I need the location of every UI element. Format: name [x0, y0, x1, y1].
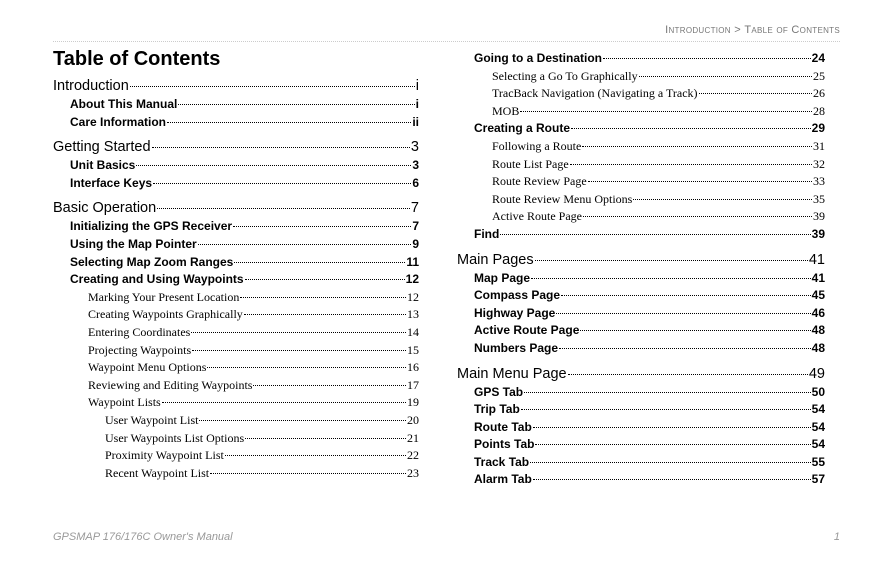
toc-entry-title: Introduction: [53, 78, 129, 94]
toc-entry-level3[interactable]: [53, 394, 419, 412]
toc-entry-page: 54: [811, 402, 825, 417]
toc-entry-title: Basic Operation: [53, 200, 157, 217]
toc-entry-title: User Waypoint List: [105, 412, 199, 427]
toc-entry-level3[interactable]: [457, 191, 825, 209]
toc-entry-page: 12: [407, 289, 419, 304]
toc-entry-title: Selecting Map Zoom Ranges: [70, 254, 234, 269]
toc-entry-level3[interactable]: [53, 306, 419, 324]
dot-leader: [233, 226, 411, 227]
dot-leader: [633, 199, 812, 200]
dot-leader: [580, 330, 810, 331]
toc-entry-page: 54: [811, 437, 825, 452]
toc-entry-title: Route Review Menu Options: [492, 191, 633, 206]
toc-entry-page: 49: [808, 365, 825, 382]
dot-leader: [570, 164, 812, 165]
toc-entry-title: Main Pages: [457, 251, 534, 268]
page-title: Table of Contents: [53, 48, 221, 70]
toc-entry-page: 31: [813, 138, 825, 153]
toc-entry-page: 48: [811, 323, 825, 338]
dot-leader: [162, 402, 406, 403]
toc-entry-level3[interactable]: [457, 68, 825, 86]
toc-entry-title: Points Tab: [474, 437, 535, 452]
toc-entry-level4[interactable]: [53, 465, 419, 483]
footer-manual-title: GPSMAP 176/176C Owner's Manual: [53, 531, 233, 543]
toc-entry-page: 26: [813, 86, 825, 101]
toc-entry-page: 13: [407, 307, 419, 322]
toc-entry-page: 9: [412, 236, 419, 251]
dot-leader: [207, 367, 406, 368]
toc-entry-level1[interactable]: [53, 198, 419, 218]
toc-entry-level4[interactable]: [53, 412, 419, 430]
toc-entry-level2[interactable]: [53, 236, 419, 254]
toc-entry-title: Active Route Page: [492, 209, 582, 224]
toc-entry-page: 3: [410, 139, 419, 156]
dot-leader: [500, 234, 810, 235]
toc-entry-title: TracBack Navigation (Navigating a Track): [492, 86, 698, 101]
toc-entry-title: Creating a Route: [474, 121, 571, 136]
dot-leader: [583, 216, 812, 217]
toc-entry-page: 6: [412, 175, 419, 190]
toc-entry-level2[interactable]: [53, 114, 419, 132]
dot-leader: [225, 455, 406, 456]
toc-left-column: [53, 76, 419, 482]
dot-leader: [559, 348, 811, 349]
toc-entry-page: 41: [811, 270, 825, 285]
toc-entry-title: Projecting Waypoints: [88, 342, 192, 357]
dot-leader: [571, 128, 811, 129]
toc-entry-page: 45: [811, 288, 825, 303]
footer-page-number: 1: [833, 531, 840, 543]
dot-leader: [639, 76, 812, 77]
toc-entry-page: 28: [813, 103, 825, 118]
dot-leader: [136, 165, 411, 166]
header-separator: >: [730, 24, 745, 36]
toc-entry-title: Selecting a Go To Graphically: [492, 68, 638, 83]
toc-entry-title: Waypoint Lists: [88, 395, 161, 410]
toc-entry-level3[interactable]: [53, 377, 419, 395]
toc-entry-level3[interactable]: [53, 324, 419, 342]
dot-leader: [530, 462, 811, 463]
toc-entry-level2[interactable]: [457, 454, 825, 472]
toc-entry-title: Active Route Page: [474, 323, 580, 338]
dot-leader: [192, 350, 406, 351]
toc-entry-page: 16: [407, 360, 419, 375]
toc-entry-page: 48: [811, 340, 825, 355]
dot-leader: [157, 208, 410, 209]
toc-entry-page: 19: [407, 395, 419, 410]
toc-entry-page: 35: [813, 191, 825, 206]
toc-entry-title: Going to a Destination: [474, 51, 602, 65]
toc-entry-page: 32: [813, 156, 825, 171]
toc-entry-level2[interactable]: [457, 120, 825, 138]
toc-entry-title: Proximity Waypoint List: [105, 448, 224, 463]
toc-entry-level3[interactable]: [457, 138, 825, 156]
toc-entry-page: 12: [405, 272, 419, 287]
toc-entry-title: Waypoint Menu Options: [88, 360, 207, 375]
toc-entry-page: 21: [407, 430, 419, 445]
dot-leader: [533, 479, 811, 480]
dot-leader: [556, 313, 810, 314]
toc-entry-level2[interactable]: [53, 218, 419, 236]
dot-leader: [524, 392, 811, 393]
toc-entry-level2[interactable]: [457, 401, 825, 419]
toc-entry-level3[interactable]: [53, 342, 419, 360]
toc-entry-page: 7: [412, 219, 419, 234]
toc-entry-level3[interactable]: [457, 103, 825, 121]
dot-leader: [245, 438, 406, 439]
dot-leader: [588, 181, 812, 182]
toc-entry-level2[interactable]: [457, 384, 825, 402]
dot-leader: [521, 409, 811, 410]
toc-entry-page: 46: [811, 305, 825, 320]
toc-entry-title: Creating and Using Waypoints: [70, 272, 244, 287]
dot-leader: [234, 262, 405, 263]
toc-entry-page: 54: [811, 419, 825, 434]
toc-entry-title: Initializing the GPS Receiver: [70, 219, 233, 234]
toc-entry-page: 7: [410, 200, 419, 217]
toc-entry-level2[interactable]: [457, 50, 825, 68]
header-current: Table of Contents: [744, 24, 840, 36]
toc-entry-title: Interface Keys: [70, 175, 153, 190]
toc-entry-title: GPS Tab: [474, 384, 524, 399]
toc-entry-page: 41: [808, 251, 825, 268]
dot-leader: [253, 385, 406, 386]
toc-right-column: [457, 50, 825, 489]
toc-entry-level3[interactable]: [53, 289, 419, 307]
dot-leader: [130, 86, 415, 87]
toc-entry-page: 57: [811, 472, 825, 487]
toc-entry-title: User Waypoints List Options: [105, 430, 245, 445]
dot-leader: [167, 122, 411, 123]
toc-entry-title: Getting Started: [53, 139, 151, 156]
dot-leader: [603, 58, 811, 59]
dot-leader: [152, 147, 410, 148]
toc-entry-level2[interactable]: [457, 419, 825, 437]
toc-entry-page: 24: [811, 51, 825, 65]
dot-leader: [153, 183, 411, 184]
dot-leader: [582, 146, 812, 147]
toc-entry-level2[interactable]: [457, 322, 825, 340]
toc-entry-level2[interactable]: [53, 96, 419, 114]
header-section: Introduction: [665, 24, 731, 36]
toc-entry-title: Route Review Page: [492, 174, 587, 189]
dot-leader: [535, 444, 810, 445]
toc-entry-title: Marking Your Present Location: [88, 289, 240, 304]
dot-leader: [531, 278, 811, 279]
dot-leader: [561, 295, 811, 296]
toc-entry-title: Alarm Tab: [474, 472, 532, 487]
toc-entry-title: Trip Tab: [474, 402, 520, 417]
toc-entry-level2[interactable]: [457, 305, 825, 323]
toc-entry-title: Main Menu Page: [457, 365, 567, 382]
toc-entry-level3[interactable]: [53, 359, 419, 377]
toc-entry-page: 39: [813, 209, 825, 224]
dot-leader: [240, 297, 406, 298]
toc-entry-page: 29: [811, 121, 825, 136]
toc-entry-title: Creating Waypoints Graphically: [88, 307, 243, 322]
toc-entry-level4[interactable]: [53, 430, 419, 448]
toc-entry-level3[interactable]: [457, 173, 825, 191]
dot-leader: [520, 111, 812, 112]
toc-entry-page: 50: [811, 384, 825, 399]
dot-leader: [199, 420, 406, 421]
toc-entry-page: 15: [407, 342, 419, 357]
header-rule: [53, 41, 840, 42]
toc-entry-page: 39: [811, 226, 825, 241]
toc-entry-title: Recent Waypoint List: [105, 465, 210, 480]
toc-entry-title: Care Information: [70, 114, 167, 129]
toc-entry-level1[interactable]: [53, 137, 419, 157]
dot-leader: [191, 332, 406, 333]
toc-entry-title: About This Manual: [70, 97, 178, 111]
toc-entry-title: Route Tab: [474, 419, 532, 434]
running-header: [665, 24, 840, 36]
toc-entry-title: Entering Coordinates: [88, 324, 191, 339]
toc-entry-level4[interactable]: [53, 447, 419, 465]
toc-entry-page: i: [415, 97, 419, 111]
toc-entry-page: i: [415, 78, 419, 94]
toc-entry-level1[interactable]: [53, 76, 419, 96]
toc-entry-page: 25: [813, 68, 825, 83]
toc-entry-level2[interactable]: [457, 226, 825, 244]
toc-entry-title: MOB: [492, 103, 520, 118]
toc-entry-title: Track Tab: [474, 454, 530, 469]
toc-entry-level2[interactable]: [53, 157, 419, 175]
toc-entry-title: Using the Map Pointer: [70, 236, 197, 251]
dot-leader: [245, 279, 405, 280]
toc-entry-level2[interactable]: [457, 287, 825, 305]
toc-entry-level3[interactable]: [457, 85, 825, 103]
toc-entry-title: Highway Page: [474, 305, 556, 320]
toc-entry-title: Map Page: [474, 270, 531, 285]
toc-entry-level1[interactable]: [457, 250, 825, 270]
toc-entry-page: 55: [811, 454, 825, 469]
dot-leader: [533, 427, 811, 428]
toc-entry-level2[interactable]: [53, 175, 419, 193]
toc-entry-title: Unit Basics: [70, 158, 136, 173]
dot-leader: [178, 104, 414, 105]
toc-entry-page: 3: [412, 158, 419, 173]
toc-entry-level3[interactable]: [457, 156, 825, 174]
dot-leader: [244, 314, 406, 315]
toc-entry-page: 14: [407, 324, 419, 339]
toc-entry-page: 23: [407, 465, 419, 480]
toc-entry-page: 17: [407, 377, 419, 392]
dot-leader: [198, 244, 412, 245]
toc-entry-title: Route List Page: [492, 156, 569, 171]
toc-entry-page: 20: [407, 412, 419, 427]
toc-entry-level2[interactable]: [457, 436, 825, 454]
toc-entry-page: 33: [813, 174, 825, 189]
toc-entry-level2[interactable]: [457, 340, 825, 358]
dot-leader: [568, 374, 808, 375]
toc-entry-level2[interactable]: [53, 254, 419, 272]
toc-entry-page: 11: [406, 254, 419, 269]
toc-entry-level2[interactable]: [53, 271, 419, 289]
dot-leader: [699, 93, 812, 94]
toc-entry-level3[interactable]: [457, 208, 825, 226]
toc-entry-title: Reviewing and Editing Waypoints: [88, 377, 253, 392]
dot-leader: [210, 473, 406, 474]
toc-entry-level1[interactable]: [457, 364, 825, 384]
toc-entry-title: Following a Route: [492, 138, 582, 153]
toc-entry-title: Find: [474, 226, 500, 241]
toc-entry-title: Numbers Page: [474, 340, 559, 355]
toc-entry-title: Compass Page: [474, 288, 561, 303]
dot-leader: [535, 260, 808, 261]
toc-entry-page: 22: [407, 448, 419, 463]
toc-entry-page: ii: [412, 114, 419, 129]
toc-entry-level2[interactable]: [457, 270, 825, 288]
toc-entry-level2[interactable]: [457, 471, 825, 489]
